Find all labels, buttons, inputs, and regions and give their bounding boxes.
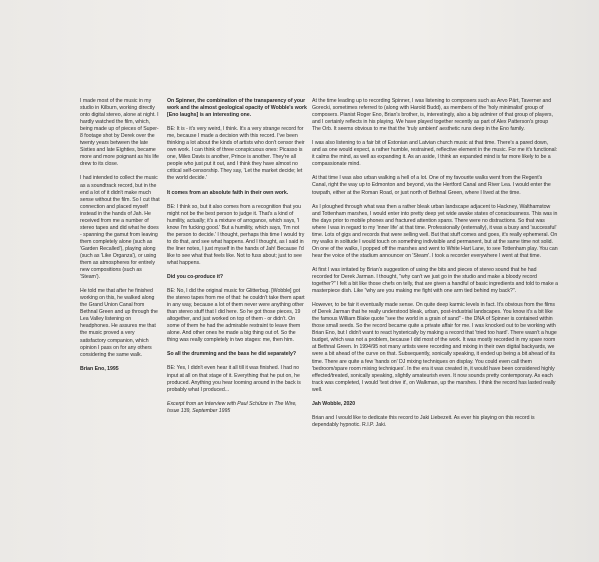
paragraph: He told me that after he finished working on this, he walked along the Grand Union Canal from Bethnal Green and up through the Lea Valley listening on headphones. He assures me that the music proved a very satisfactory companion, which opinion I pass on for any others considering the same walk. (80, 288, 158, 358)
interview-question: So all the drumming and the bass he did separately? (167, 351, 296, 358)
interview-answer: BE: No, I did the original music for Glitterbug. [Wobble] got the stereo tapes from me of that: he couldn't take them apart in any way, because a lot of them never were anything other than stereo stuff that I did here. So he got those pieces, 19 altogether, and just worked on top of them - or didn't. On some of them he had the admirable restraint to leave them alone. And other ones he made a big thing out of. So the thing was really completely in two stages: me, then him. (167, 288, 305, 344)
interview-question: It comes from an absolute faith in their own work. (167, 189, 289, 196)
paragraph: At that time I was also urban walking a hell of a lot. One of my favourite walks went from the Regent's Canal, right the way up to Edmonton and beyond, via the Hertford Canal and River Lea. I would enter the towpath, either at the Roman Road, or just north of Bethnal Green, where I lived at the time. (312, 175, 551, 196)
interview-answer: BE: It is - it's very weird, I think. It's a very strange record for me, because I made a decision with this record. I've been thinking a lot about the kinds of artists who don't censor their own work. I can think of three conspicuous ones: Picasso is one, Miles Davis is another, Prince is another. They're all people who just put it out, and I think they have almost no critical self-censorship. They say, 'Let the market decide; let the world decide.' (167, 126, 305, 182)
paragraph: I made most of the music in my studio in Kilburn, working directly onto digital stereo, alone at night. I hardly watched the film, which, being made up of pieces of Super-8 footage shot by Derek over the twenty years between the late Sixties and late Eighties, became more and more poignant as his life drew to its close. (80, 98, 159, 168)
paragraph: As I ploughed through what was then a rather bleak urban landscape adjacent to Hackney, Walthamstow and Tottenham marshes, I would enter into pretty deep yet wide awake states of consciousness. This was in the days prior to mobile phones and fractured attention spans. There were no distractions. So that was where I was in regard to my 'inner life' at that time. Professionally (externally), it was a busy and 'successful' time. Lots of gigs and records that were selling well. But that stuff comes and goes, it's really ephemeral. On my walks in solitude I would touch on something indivisible and permanent, but at the same time not solid. On one of the walks, I popped off the marshes and went to White Hart Lane, to see Tottenham play. You can hear the voice of the stadium announcer on 'Steam'. I took a recorder everywhere I went at that time. (312, 203, 558, 259)
paragraph: I had intended to collect the music as a soundtrack record, but in the end a lot of it didn't make much sense without the film. So I cut that connection and placed myself instead in the hands of Jah. He received from me a number of stereo tapes and did what he does - spanning the gamut from leaving them completely alone (such as 'Garden Recalled'), playing along (such as 'Like Organza'), or using them as atmospheres for entirely new compositions (such as 'Steam'). (80, 175, 160, 281)
paragraph: At first I was irritated by Brian's suggestion of using the bits and pieces of stereo sound that he had recorded for Derek Jarman. I thought, "why can't we just go in the studio and make a bloody record together?" I felt a bit like those chefs on telly, that are given a handful of basic ingredients and told to make a masterpiece dish. Like "why are you making me fight with one arm tied behind my back?". (312, 266, 559, 295)
paragraph: However, to be fair it eventually made sense. On quite deep karmic levels in fact. It's obvious from the films of Derek Jarman that he really understood bleak, urban, post-industrial landscapes. You know it's a bit like the famous William Blake quote "see the world in a grain of sand" - the DNA of Spinner is contained within those small seeds. So the record became quite a private affair for me. I was knocked out to be working with Brian Eno, but I didn't want to react hysterically by making a record that 'tried too hard'. There wasn't a huge budget, which was not a problem, because I did most of the work. It was mostly recorded in my spare room at Bethnal Green. In 1994/95 not many artists were recording and mixing in their own digital backyards, we were a bit ahead of the curve on that. Subsequently, sonically speaking, it ended up being a bit ahead of its time. There are quite a few 'hands on' DJ mixing techniques on display. You could even call them 'bedroom/spare room mixing techniques'. In the era it was created in, it would have been considered highly effected/treated, sonically speaking, slightly amateurish even. It now sounds pretty contemporary. As each track was completed, I would 'test drive it', on Walkman, up the marshes. I think the record has lasted really well. (312, 302, 557, 393)
interview-question: On Spinner, the combination of the transparency of your work and the almost geological opacity of Wobble's work [Eno laughs] is an interesting one. (167, 98, 307, 119)
interview-question: Did you co-produce it? (167, 273, 224, 280)
interview-credit: Excerpt from an Interview with Paul Schütze in The Wire, Issue 139, September 1995 (167, 400, 297, 414)
column-eno-notes (80, 98, 160, 380)
signature-wobble: Jah Wobble, 2020 (312, 400, 356, 407)
dedication: Brian and I would like to dedicate this record to Jaki Liebezeit. As ever his playing on this record is dependably hypnotic. R.I.P. Jaki. (312, 414, 535, 428)
column-wobble-notes (312, 98, 558, 436)
paragraph: I was also listening to a fair bit of Estonian and Latvian church music at that time. There's a pared down, and as one would expect, a rather humble, restrained, reflective element in the music. For me it's functional: it calms the mind, as well as expanding it. As an aside, I think an expanded mind is far more likely to be a compassionate mind. (312, 140, 558, 168)
paragraph: At the time leading up to recording Spinner, I was listening to composers such as Arvo Pärt, Taverner and Gorecki, sometimes referred to (along with Harold Budd), as members of the 'holy minimalist' group of composers. Pianist Roger Eno, Brian's brother, is, interestingly, also a big admirer of that group of players, and I certainly reflects in his playing. We have played together recently as part of Alex Patterson's group The Orb. It seems obvious to me that the 'truly ambient' aesthetic runs deep in the Eno family. (312, 98, 553, 133)
signature-eno: Brian Eno, 1995 (80, 365, 119, 372)
interview-answer: BE: Yes, I didn't even hear it all till it was finished. I had no input at all on that stage of it. Everything that he put on, he produced. Anything you hear looming around in the back is probably what I produced... (167, 365, 301, 393)
column-interview (167, 98, 307, 422)
interview-answer: BE: I think so, but it also comes from a recognition that you might not be the best person to judge it. That's a kind of humility, actually; it's a mixture of arrogance, which says, 'I know I'm fucking good.' But a humility, which says, 'I'm not the person to decide.' I thought, perhaps this time I would try to do that, and see what happens. And I thought, as I said in the liner notes, I just myself in the hands of Jah! Because I'd like to see what that feels like. Not to fuss about; just to see what happens. (167, 203, 305, 266)
